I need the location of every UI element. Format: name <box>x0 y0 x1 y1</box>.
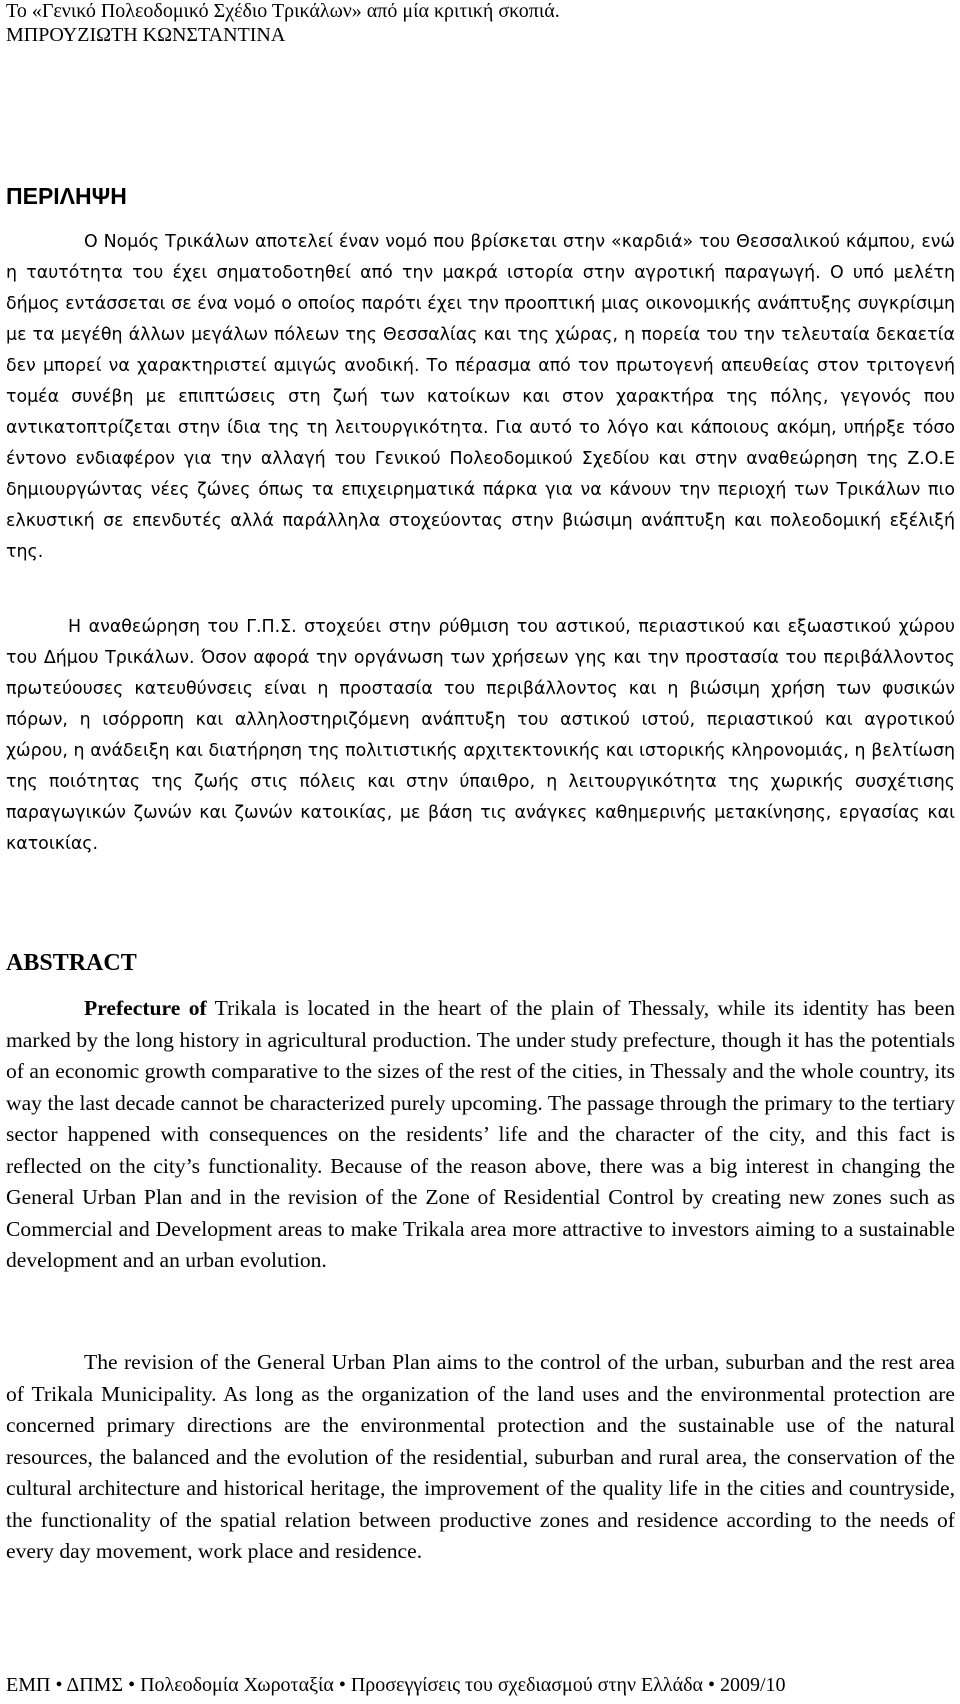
summary-paragraph-2-text: Η αναθεώρηση του Γ.Π.Σ. στοχεύει στην ρύθμιση του αστικού, περιαστικού και εξωαστικού χώρου του Δήμου Τρικάλων. Όσον αφορά την οργάνωση των χρήσεων γης και την προστασία του περιβάλλοντος πρωτεύουσες κατευθύνσεις είναι η προστασία του περιβάλλοντος και η βιώσιμη χρήση των φυσικών πόρων, η ισόρροπη και αλληλοστηριζόμενη ανάπτυξη του αστικού ιστού, περιαστικού και αγροτικού χώρου, η ανάδειξη και διατήρηση της πολιτιστικής αρχιτεκτονικής και ιστορικής κληρονομιάς, η βελτίωση της ποιότητας της ζωής στις πόλεις και στην ύπαιθρο, η λειτουργικότητα της χωρικής συσχέτισης παραγωγικών ζωνών και ζωνών κατοικίας, με βάση τις ανάγκες καθημερινής μετακίνησης, εργασίας και κατοικίας. <box>6 617 955 854</box>
abstract-paragraph-2 <box>6 1347 955 1568</box>
header-title: Το «Γενικό Πολεοδομικό Σχέδιο Τρικάλων» από μία κριτική σκοπιά. <box>6 0 560 22</box>
summary-paragraph-2 <box>6 612 955 860</box>
abstract-paragraph-1 <box>6 993 955 1277</box>
abstract-heading: ABSTRACT <box>6 950 137 976</box>
summary-heading: ΠΕΡΙΛΗΨΗ <box>6 183 127 209</box>
page-footer: ΕΜΠ • ΔΠΜΣ • Πολεοδομία Χωροταξία • Προσεγγίσεις του σχεδιασμού στην Ελλάδα • 2009/10 <box>6 1674 786 1696</box>
summary-paragraph-1-text: Ο Νομός Τρικάλων αποτελεί έναν νομό που βρίσκεται στην «καρδιά» του Θεσσαλικού κάμπου, ενώ η ταυτότητα του έχει σηματοδοτηθεί από την μακρά ιστορία στην αγροτική παραγωγή. Ο υπό μελέτη δήμος εντάσσεται σε ένα νομό ο οποίος παρότι έχει την προοπτική μιας οικονομικής ανάπτυξης συγκρίσιμη με τα μεγέθη άλλων μεγάλων πόλεων της Θεσσαλίας και της χώρας, η πορεία του την τελευταία δεκαετία δεν μπορεί να χαρακτηριστεί αμιγώς ανοδική. Το πέρασμα από τον πρωτογενή απευθείας στον τριτογενή τομέα συνέβη με επιπτώσεις στη ζωή των κατοίκων και στον χαρακτήρα της πόλης, γεγονός που αντικατοπτρίζεται στην ίδια της τη λειτουργικότητα. Για αυτό το λόγο και κάποιους ακόμη, υπήρξε τόσο έντονο ενδιαφέρον για την αλλαγή του Γενικού Πολεοδομικού Σχεδίου και στην αναθεώρηση της Ζ.Ο.Ε δημιουργώντας νέες ζώνες όπως τα επιχειρηματικά πάρκα για να κάνουν την περιοχή των Τρικάλων πιο ελκυστική σε επενδυτές αλλά παράλληλα στοχεύοντας στην βιώσιμη ανάπτυξη και πολεοδομική εξέλιξή της. <box>6 232 955 562</box>
abstract-lead: Prefecture of <box>84 996 207 1020</box>
header-author: ΜΠΡΟΥΖΙΩΤΗ ΚΩΝΣΤΑΝΤΙΝΑ <box>6 24 286 46</box>
document-page <box>6 0 956 1704</box>
abstract-paragraph-2-text: The revision of the General Urban Plan aims to the control of the urban, suburban and the rest area of Trikala Municipality. As long as the organization of the land uses and the environmental protection are concerned primary directions are the environmental protection and the sustainable use of the natural resources, the balanced and the evolution of the residential, suburban and rural area, the conservation of the cultural architecture and historical heritage, the improvement of the quality life in the cities and countryside, the functionality of the spatial relation between productive zones and residence according to the needs of every day movement, work place and residence. <box>6 1350 955 1563</box>
summary-paragraph-1 <box>6 227 955 568</box>
abstract-paragraph-1-text: Trikala is located in the heart of the plain of Thessaly, while its identity has been marked by the long history in agricultural production. The under study prefecture, though it has the potentials of an economic growth comparative to the sizes of the rest of the cities, in Thessaly and the whole country, its way the last decade cannot be characterized purely upcoming. The passage through the primary to the tertiary sector happened with consequences on the residents’ life and the character of the city, and this fact is reflected on the city’s functionality. Because of the reason above, there was a big interest in changing the General Urban Plan and in the revision of the Zone of Residential Control by creating new zones such as Commercial and Development areas to make Trikala area more attractive to investors aiming to a sustainable development and an urban evolution. <box>6 996 955 1272</box>
